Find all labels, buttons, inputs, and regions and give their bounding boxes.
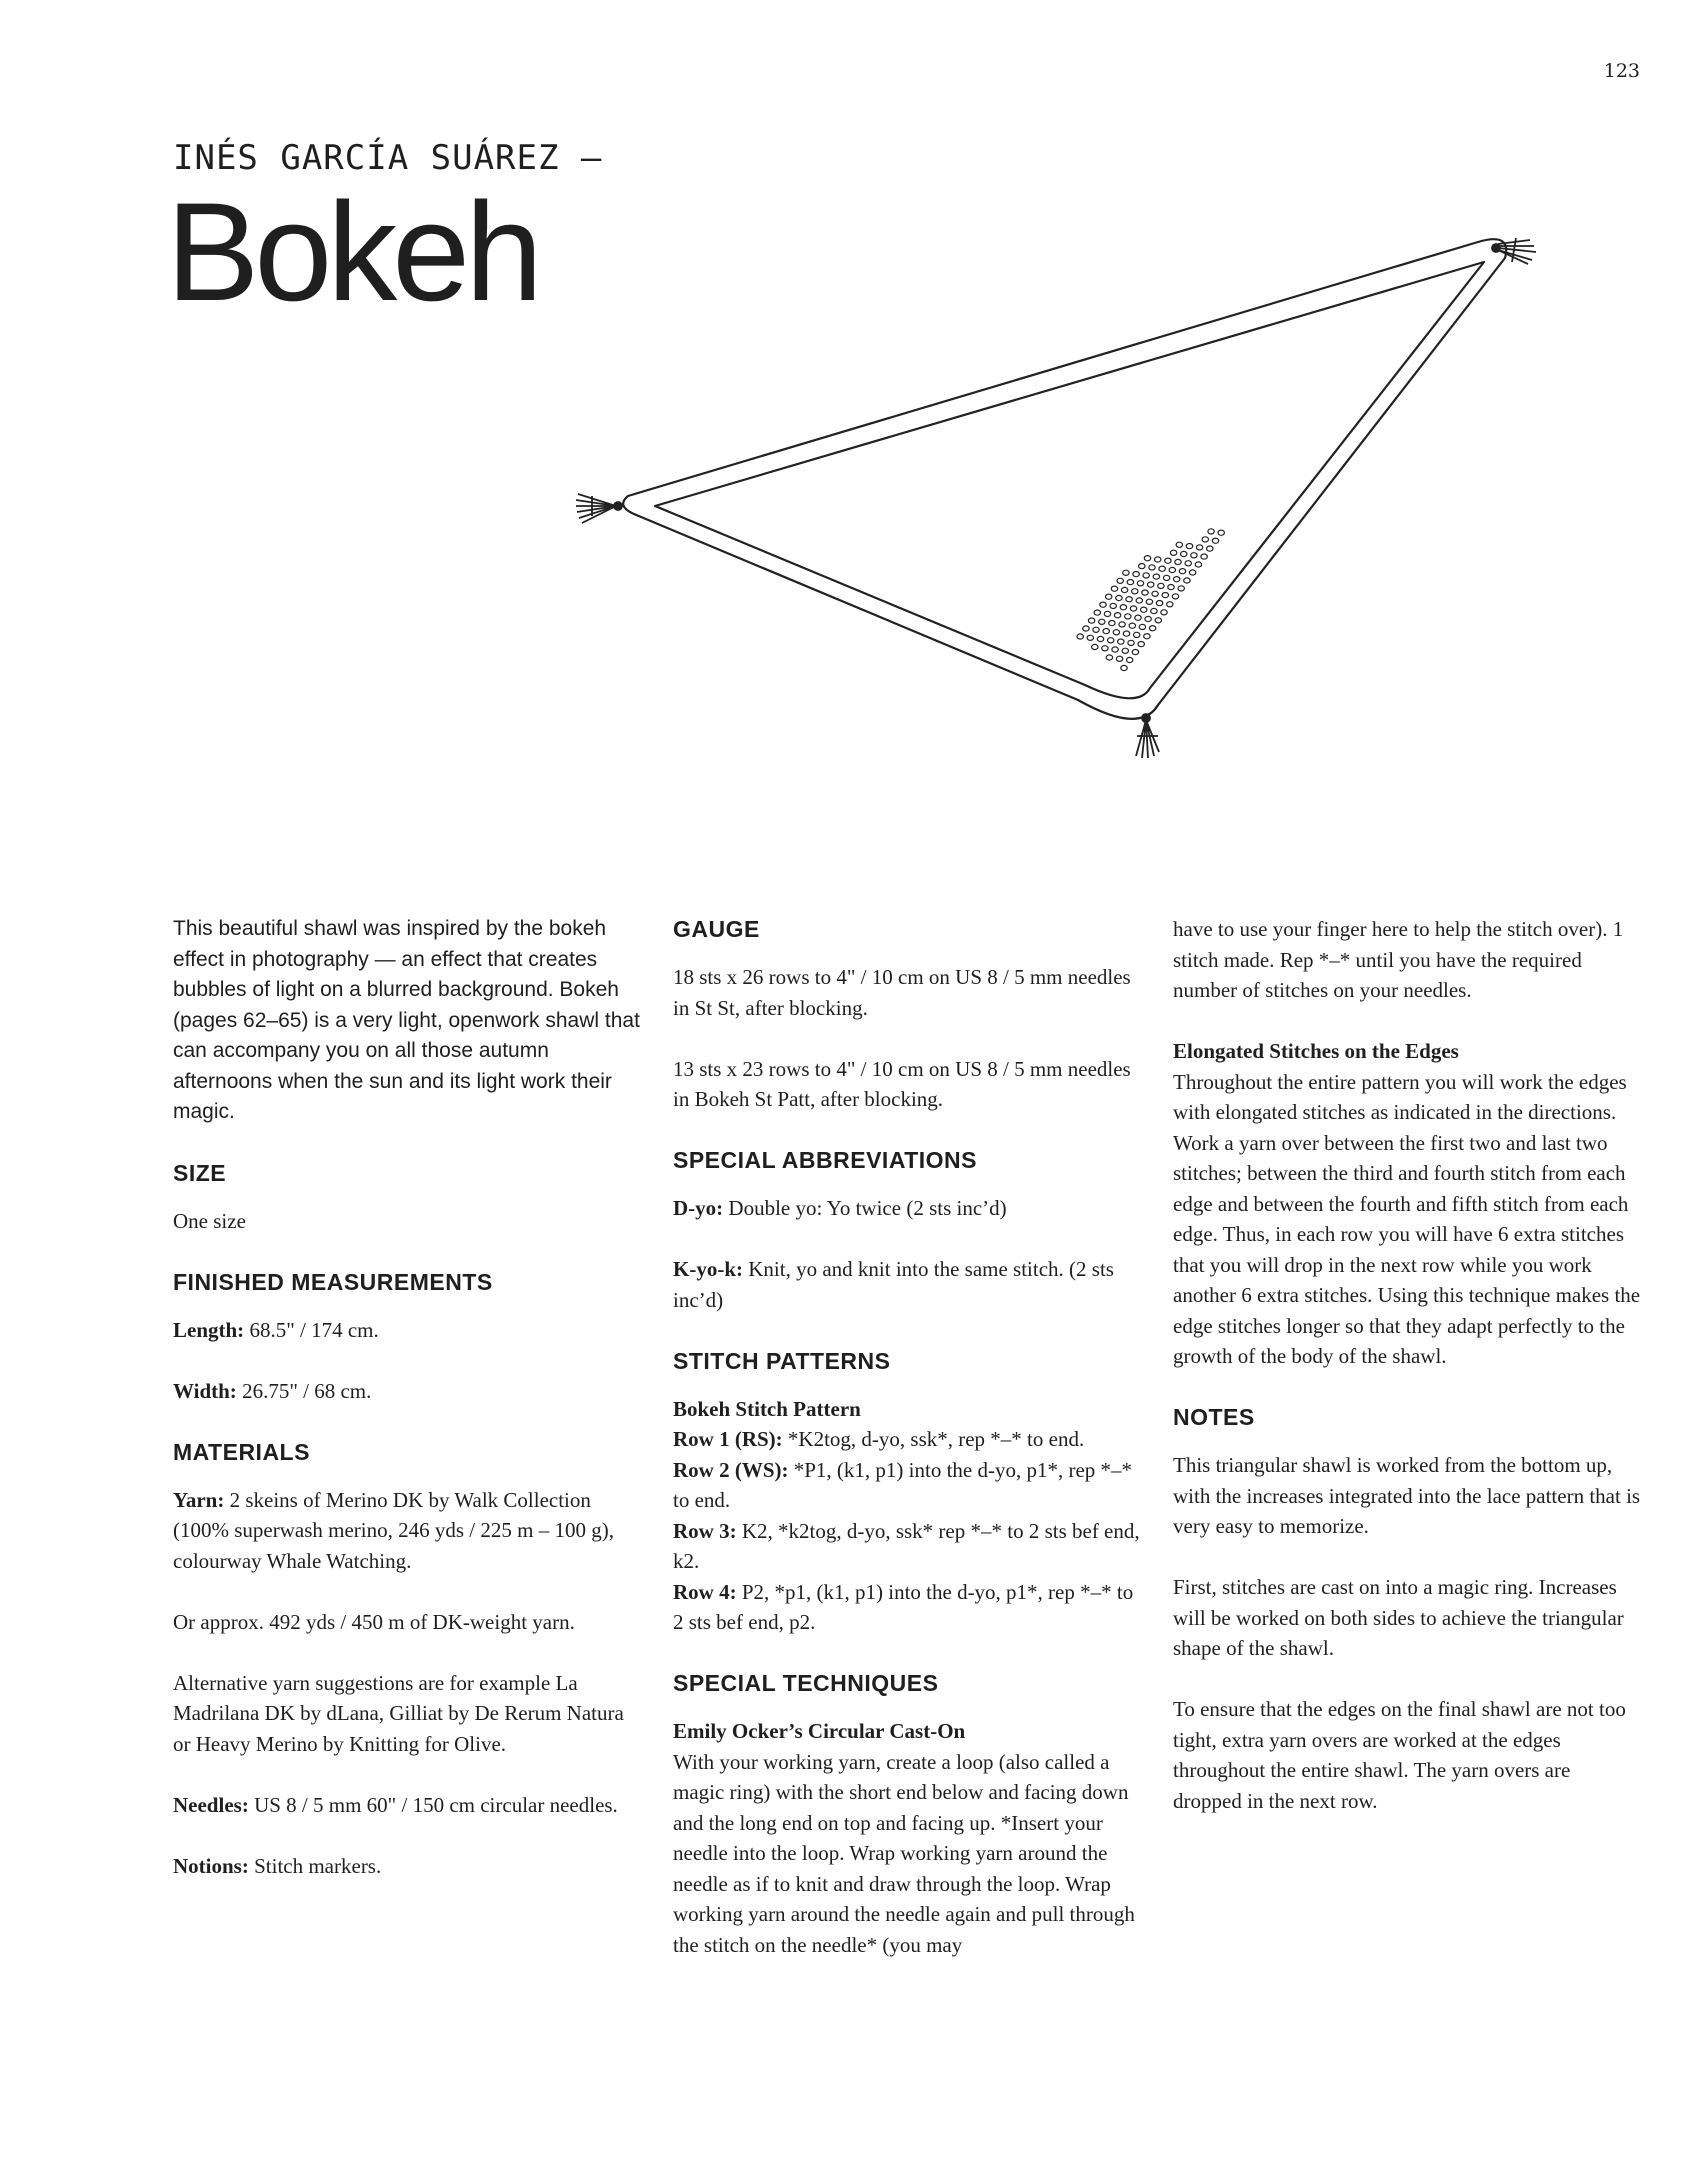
lace-dot <box>1083 626 1089 631</box>
yarn-text: Yarn: 2 skeins of Merino DK by Walk Collection (100% superwash merino, 246 yds / 225 m – 100 g), colourway Whale Watching. <box>173 1487 614 1573</box>
elongated-text: Throughout the entire pattern you will work the edges with elongated stitches as indicated in the directions. Work a yarn over between the first two and last two stitches; between the third and fourth stitch from each edge and between the fourth and fifth stitch from each edge. Thus, in each row you will have 6 extra stitches that you will drop in the next row while you work another 6 extra stitches. Using this technique makes the edge stitches longer so that they adapt perfectly to the growth of the body of the shawl. <box>1173 1069 1641 1368</box>
lace-dot <box>1172 594 1178 599</box>
lace-dot <box>1185 561 1191 566</box>
lace-dot <box>1092 644 1098 649</box>
lace-dot <box>1129 623 1135 628</box>
lace-dot <box>1123 570 1129 575</box>
lace-dot <box>1133 572 1139 577</box>
lace-dot <box>1143 573 1149 578</box>
lace-dot <box>1123 631 1129 636</box>
tassel-left <box>576 494 622 523</box>
lace-dot <box>1102 646 1108 651</box>
approx-text: Or approx. 492 yds / 450 m of DK-weight yarn. <box>173 1609 575 1634</box>
lace-dot <box>1108 638 1114 643</box>
lace-dot <box>1145 616 1151 621</box>
elongated-subheading: Elongated Stitches on the Edges <box>1173 1039 1459 1063</box>
lace-dot <box>1077 634 1083 639</box>
lace-dot <box>1178 586 1184 591</box>
needles-text: Needles: US 8 / 5 mm 60" / 150 cm circular needles. <box>173 1792 618 1817</box>
notes-text-2: First, stitches are cast on into a magic ring. Increases will be worked on both sides to achieve the triangular shape of the shawl. <box>1173 1575 1624 1660</box>
cast-on-continuation: have to use your finger here to help the stitch over). 1 stitch made. Rep *–* until you have the required number of stitches on your needles. <box>1173 917 1624 1002</box>
lace-dot <box>1142 590 1148 595</box>
lace-dot <box>1087 635 1093 640</box>
lace-dot <box>1117 578 1123 583</box>
gauge-text-1: 18 sts x 26 rows to 4" / 10 cm on US 8 / 5 mm needles in St St, after blocking. <box>673 965 1131 1020</box>
lace-dot <box>1099 619 1105 624</box>
lace-dot <box>1191 553 1197 558</box>
lace-dot <box>1208 529 1214 534</box>
lace-dot <box>1139 624 1145 629</box>
lace-dot <box>1155 618 1161 623</box>
lace-dot <box>1113 630 1119 635</box>
lace-dot <box>1181 551 1187 556</box>
lace-dot <box>1167 602 1173 607</box>
column-1 <box>173 914 643 1912</box>
lace-dot <box>1179 569 1185 574</box>
size-heading: SIZE <box>173 1159 227 1186</box>
lace-dot <box>1149 626 1155 631</box>
lace-dot <box>1146 599 1152 604</box>
lace-dot <box>1156 601 1162 606</box>
lace-dot <box>1103 629 1109 634</box>
lace-dot <box>1139 564 1145 569</box>
lace-dot <box>1127 580 1133 585</box>
lace-dot <box>1106 594 1112 599</box>
lace-dot <box>1134 632 1140 637</box>
lace-dot <box>1195 562 1201 567</box>
lace-dot <box>1128 640 1134 645</box>
lace-dot <box>1184 578 1190 583</box>
pattern-row: Row 2 (WS): *P1, (k1, p1) into the d-yo, p1*, rep *–* to end. <box>673 1457 1133 1512</box>
lace-dot <box>1174 577 1180 582</box>
lace-dot <box>1153 574 1159 579</box>
gauge-text-2: 13 sts x 23 rows to 4" / 10 cm on US 8 / 5 mm needles in Bokeh St Patt, after blocking. <box>673 1056 1131 1111</box>
lace-dot <box>1130 606 1136 611</box>
lace-dot <box>1118 639 1124 644</box>
width-text: Width: 26.75" / 68 cm. <box>173 1378 372 1403</box>
size-text: One size <box>173 1208 246 1233</box>
lace-dot <box>1121 665 1127 670</box>
dyo-text: D-yo: Double yo: Yo twice (2 sts inc’d) <box>673 1196 1007 1220</box>
lace-dot <box>1122 648 1128 653</box>
finished-measurements-heading: FINISHED MEASUREMENTS <box>173 1268 493 1295</box>
lace-dot <box>1093 627 1099 632</box>
lace-dot <box>1100 602 1106 607</box>
alternative-text: Alternative yarn suggestions are for example La Madrilana DK by dLana, Gilliat by De Rerum Natura or Heavy Merino by Knitting for Olive. <box>173 1670 624 1756</box>
lace-dot <box>1135 615 1141 620</box>
gauge-heading: GAUGE <box>673 916 760 942</box>
cast-on-text: With your working yarn, create a loop (also called a magic ring) with the short end below and facing down and the long end on top and facing up. *Insert your needle into the loop. Wrap working yarn around the needle as if to knit and draw through the loop. Wrap working yarn around the needle again and pull through the stitch on the needle* (you may <box>673 1749 1135 1957</box>
lace-dot <box>1104 611 1110 616</box>
lace-dot <box>1159 566 1165 571</box>
lace-dot <box>1161 610 1167 615</box>
lace-dot <box>1137 581 1143 586</box>
lace-dot <box>1169 567 1175 572</box>
notions-text: Notions: Stitch markers. <box>173 1853 382 1878</box>
lace-dot <box>1132 589 1138 594</box>
lace-dot <box>1120 605 1126 610</box>
lace-dot <box>1141 607 1147 612</box>
lace-dot <box>1114 613 1120 618</box>
lace-dot <box>1186 544 1192 549</box>
stitch-patterns-heading: STITCH PATTERNS <box>673 1347 891 1374</box>
lace-dot <box>1163 575 1169 580</box>
lace-dot <box>1176 542 1182 547</box>
lace-dot <box>1144 634 1150 639</box>
materials-heading: MATERIALS <box>173 1438 310 1465</box>
lace-dot <box>1121 587 1127 592</box>
shawl-outline <box>623 239 1506 719</box>
lace-dot <box>1127 657 1133 662</box>
lace-dot <box>1201 554 1207 559</box>
intro-text: This beautiful shawl was inspired by the bokeh effect in photography — an effect that creates bubbles of light on a blurred background. Bokeh (pages 62–65) is a very light, openwork shawl that can accompany you on all those autumn afternoons when the sun and its light work their magic. <box>173 917 640 1123</box>
lace-dot <box>1112 647 1118 652</box>
pattern-row: Row 1 (RS): *K2tog, d-yo, ssk*, rep *–* to end. <box>673 1427 1085 1451</box>
notes-text-1: This triangular shawl is worked from the bottom up, with the increases integrated into the lace pattern that is very easy to memorize. <box>1173 1453 1641 1538</box>
lace-dot <box>1149 565 1155 570</box>
lace-dot <box>1207 546 1213 551</box>
special-techniques-heading: SPECIAL TECHNIQUES <box>673 1670 939 1696</box>
column-3 <box>1173 914 1643 1847</box>
lace-dot <box>1202 537 1208 542</box>
kyok-text: K-yo-k: Knit, yo and knit into the same stitch. (2 sts inc’d) <box>673 1257 1114 1312</box>
lace-dot <box>1175 559 1181 564</box>
lace-dot <box>1132 650 1138 655</box>
page-number: 123 <box>1603 60 1640 82</box>
lace-dot <box>1151 608 1157 613</box>
lace-dot <box>1125 614 1131 619</box>
lace-dot <box>1196 545 1202 550</box>
lace-dot <box>1212 538 1218 543</box>
pattern-row: Row 4: P2, *p1, (k1, p1) into the d-yo, p1*, rep *–* to 2 sts bef end, p2. <box>673 1579 1134 1634</box>
bokeh-stitch-subheading: Bokeh Stitch Pattern <box>673 1396 861 1421</box>
lace-dot <box>1158 583 1164 588</box>
lace-dot <box>1168 585 1174 590</box>
notes-heading: NOTES <box>1173 1404 1255 1430</box>
lace-dot <box>1165 558 1171 563</box>
designer-name: INÉS GARCÍA SUÁREZ – <box>173 138 603 178</box>
shawl-inner-outline <box>655 262 1484 698</box>
cast-on-subheading: Emily Ocker’s Circular Cast-On <box>673 1719 966 1743</box>
tassel-bottom <box>1136 714 1159 758</box>
notes-text-3: To ensure that the edges on the final shawl are not too tight, extra yarn overs are worked at the edges throughout the entire shawl. The yarn overs are dropped in the next row. <box>1173 1697 1626 1813</box>
page-title: Bokeh <box>166 173 538 330</box>
lace-dot <box>1218 530 1224 535</box>
pattern-row: Row 3: K2, *k2tog, d-yo, ssk* rep *–* to 2 sts bef end, k2. <box>673 1518 1140 1573</box>
lace-dot <box>1097 636 1103 641</box>
shawl-illustration <box>560 220 1560 770</box>
lace-dot <box>1136 598 1142 603</box>
length-text: Length: 68.5" / 174 cm. <box>173 1317 379 1342</box>
lace-dot <box>1152 591 1158 596</box>
lace-dot <box>1106 655 1112 660</box>
lace-dot <box>1144 556 1150 561</box>
lace-dot <box>1138 642 1144 647</box>
lace-dot <box>1116 595 1122 600</box>
lace-dot <box>1110 603 1116 608</box>
lace-dot <box>1148 582 1154 587</box>
column-2 <box>673 914 1143 1960</box>
special-abbreviations-heading: SPECIAL ABBREVIATIONS <box>673 1147 977 1173</box>
tassel-right <box>1492 238 1536 264</box>
lace-dot <box>1189 570 1195 575</box>
lace-dot <box>1116 656 1122 661</box>
lace-dot <box>1111 586 1117 591</box>
lace-dot <box>1155 557 1161 562</box>
lace-dot <box>1094 610 1100 615</box>
lace-dot <box>1088 618 1094 623</box>
lace-dot <box>1170 550 1176 555</box>
lace-dot <box>1109 621 1115 626</box>
lace-dot <box>1126 597 1132 602</box>
lace-dot <box>1119 622 1125 627</box>
lace-dot <box>1162 593 1168 598</box>
